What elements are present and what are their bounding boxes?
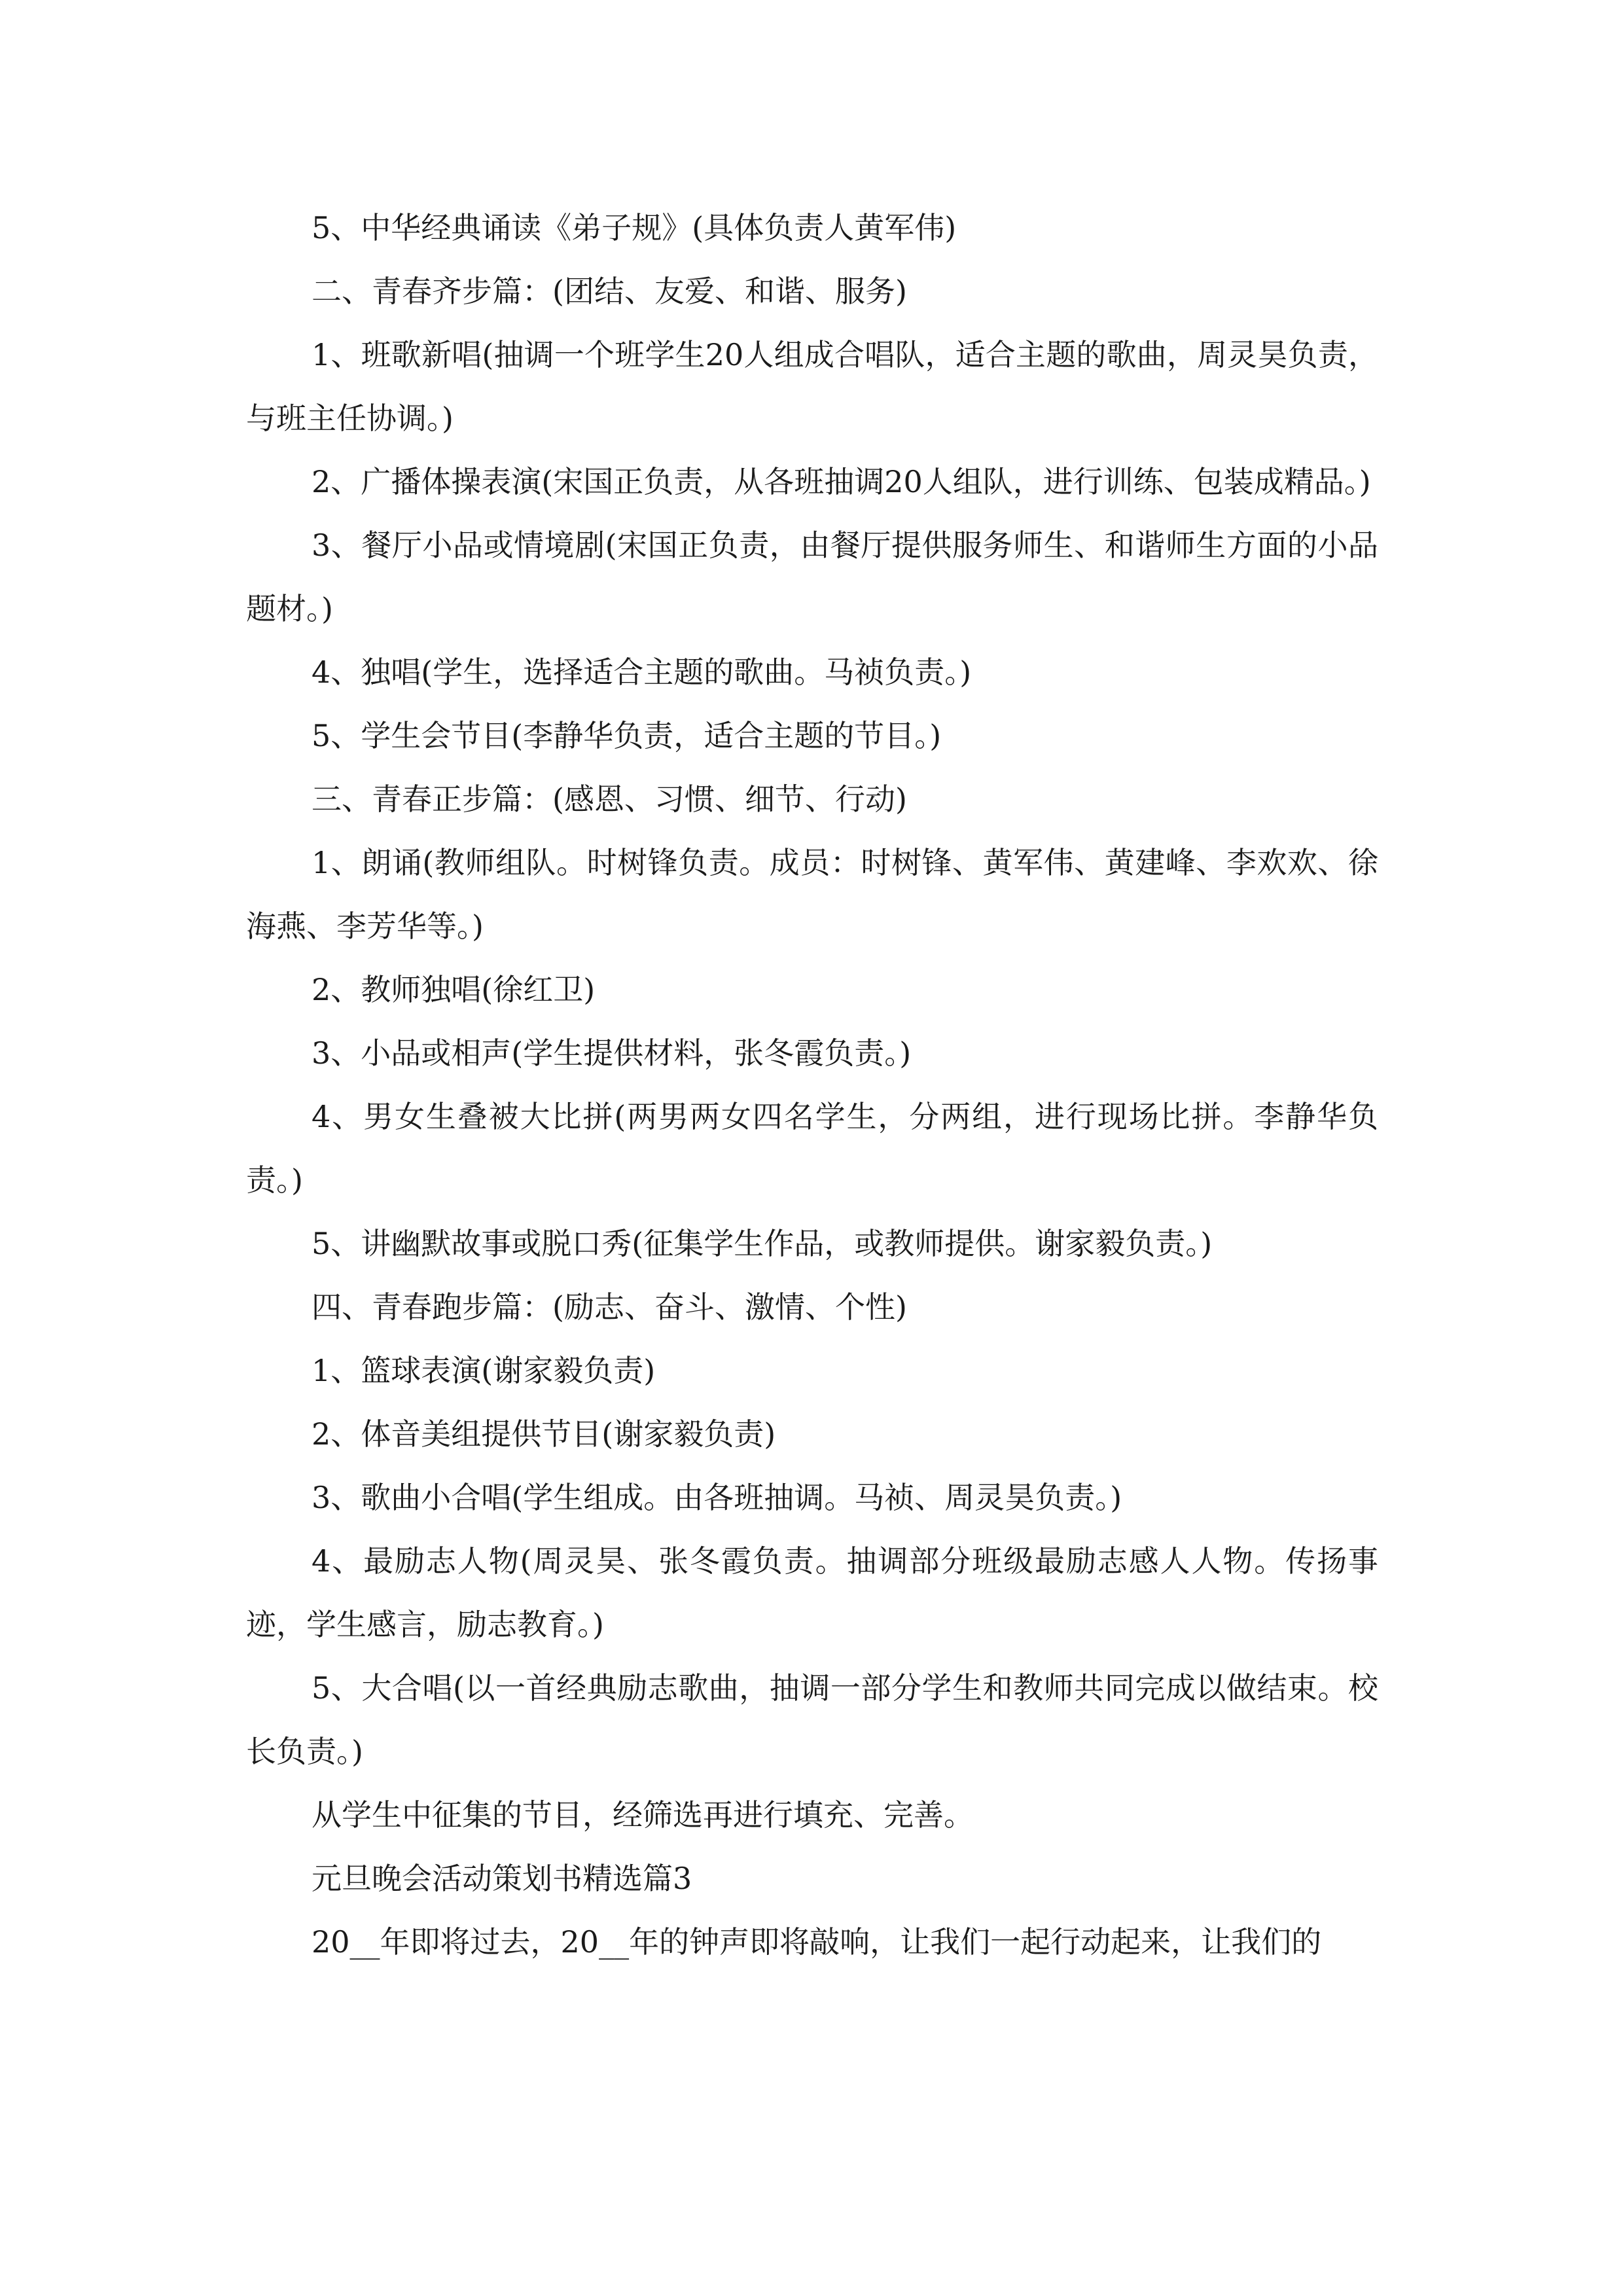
section-heading: 三、青春正步篇：(感恩、习惯、细节、行动) [312,781,907,817]
paragraph: 1、班歌新唱(抽调一个班学生20人组成合唱队，适合主题的歌曲，周灵昊负责，与班主任协调。) [246,337,1378,436]
paragraph: 1、朗诵(教师组队。时树锋负责。成员：时树锋、黄军伟、黄建峰、李欢欢、徐海燕、李芳华等。) [246,845,1378,944]
paragraph: 5、大合唱(以一首经典励志歌曲，抽调一部分学生和教师共同完成以做结束。校长负责。) [246,1670,1378,1769]
paragraph: 4、男女生叠被大比拼(两男两女四名学生，分两组，进行现场比拼。李静华负责。) [246,1099,1378,1198]
paragraph: 20__年即将过去，20__年的钟声即将敲响，让我们一起行动起来，让我们的 [312,1924,1322,1960]
paragraph: 从学生中征集的节目，经筛选再进行填充、完善。 [312,1797,974,1833]
paragraph: 2、广播体操表演(宋国正负责，从各班抽调20人组队，进行训练、包装成精品。) [312,464,1371,499]
paragraph: 5、学生会节目(李静华负责，适合主题的节目。) [312,718,942,753]
document-page [246,196,1378,1974]
article-title: 元旦晚会活动策划书精选篇3 [312,1861,692,1896]
paragraph: 3、小品或相声(学生提供材料，张冬霞负责。) [312,1035,912,1071]
paragraph: 4、最励志人物(周灵昊、张冬霞负责。抽调部分班级最励志感人人物。传扬事迹，学生感言，励志教育。) [246,1543,1378,1642]
section-heading: 四、青春跑步篇：(励志、奋斗、激情、个性) [312,1289,907,1325]
paragraph: 2、体音美组提供节目(谢家毅负责) [312,1416,776,1452]
paragraph: 2、教师独唱(徐红卫) [312,972,596,1007]
section-heading: 二、青春齐步篇：(团结、友爱、和谐、服务) [312,274,907,309]
paragraph: 3、歌曲小合唱(学生组成。由各班抽调。马祯、周灵昊负责。) [312,1480,1122,1515]
paragraph: 1、篮球表演(谢家毅负责) [312,1353,656,1388]
paragraph: 5、中华经典诵读《弟子规》(具体负责人黄军伟) [312,210,957,245]
paragraph: 3、餐厅小品或情境剧(宋国正负责，由餐厅提供服务师生、和谐师生方面的小品题材。) [246,528,1378,626]
paragraph: 4、独唱(学生，选择适合主题的歌曲。马祯负责。) [312,655,972,690]
paragraph: 5、讲幽默故事或脱口秀(征集学生作品，或教师提供。谢家毅负责。) [312,1226,1213,1261]
